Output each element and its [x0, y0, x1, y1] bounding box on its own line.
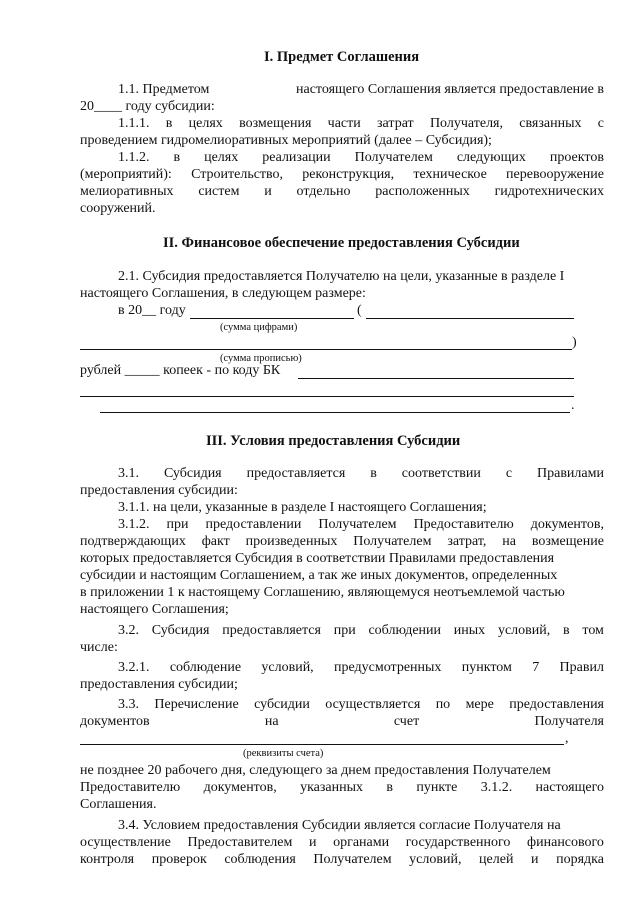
caption-sum-digits: (сумма цифрами): [220, 322, 298, 333]
word: соблюдении: [368, 623, 442, 638]
word: пунктом: [461, 660, 512, 675]
word: соблюдения: [224, 852, 296, 867]
word: Предоставителю: [413, 517, 514, 532]
word: 1.1.1.: [118, 116, 150, 131]
word: реализации: [262, 150, 331, 165]
word: затрат: [377, 116, 414, 131]
word: соблюдение: [169, 660, 242, 675]
word: Предоставителем: [187, 835, 293, 850]
paragraph-3-1-1: 3.1.1. на цели, указанные в разделе I настоящего Соглашения;: [118, 500, 487, 515]
word: предоставляется: [222, 623, 321, 638]
word: с: [597, 116, 604, 131]
paragraph-3-2-1-line: [118, 660, 604, 676]
paragraph-3-1-2-line: которых предоставляется Субсидия в соответствии Правилами предоставления: [80, 551, 555, 566]
word: порядка: [556, 852, 604, 867]
word: пункте: [416, 780, 458, 795]
word: Предоставителю: [80, 780, 181, 795]
word: при: [333, 623, 356, 638]
word: 3.3.: [118, 697, 139, 712]
word: по: [435, 697, 451, 712]
bk-code-line-2: [80, 396, 574, 397]
paragraph-3-3-line: [80, 714, 604, 730]
paragraph-3-1-line: [118, 466, 604, 482]
word: осуществляется: [325, 697, 421, 712]
word: финансового: [527, 835, 604, 850]
word: органами: [333, 835, 390, 850]
word: и: [308, 835, 317, 850]
word: условий,: [261, 660, 314, 675]
open-paren: (: [357, 303, 362, 318]
rubles-label: рублей _____ копеек - по коду БК: [80, 363, 281, 378]
paragraph-1-1-2-line: сооружений.: [80, 201, 156, 216]
word: следующих: [456, 150, 526, 165]
end-dot: .: [571, 398, 575, 413]
paragraph-3-3-line: [80, 780, 604, 796]
paragraph-1-1-line: [118, 82, 604, 98]
word: связанных: [519, 116, 582, 131]
word: целей: [479, 852, 514, 867]
word: мелиоративных: [80, 184, 174, 199]
word: том: [582, 623, 604, 638]
word: документов,: [203, 780, 277, 795]
paragraph-3-1-2-line: настоящего Соглашения;: [80, 602, 229, 617]
word: части: [327, 116, 361, 131]
word: предоставляется: [246, 466, 346, 481]
paragraph-3-3-line: не позднее 20 рабочего дня, следующего за днем предоставления Получателем: [80, 763, 551, 778]
word: условий,: [497, 623, 551, 638]
word: иных: [453, 623, 486, 638]
word: 3.1.: [118, 466, 139, 481]
paragraph-3-4-line: [80, 835, 604, 851]
word: государственного: [405, 835, 511, 850]
word: 1.1. Предметом: [118, 82, 210, 97]
word: Правил: [559, 660, 604, 675]
word: реконструкция,: [302, 167, 395, 182]
word: возмещения: [239, 116, 312, 131]
word: в: [370, 466, 377, 481]
word: настоящего: [535, 780, 604, 795]
caption-sum-words: (сумма прописью): [220, 353, 302, 364]
word: перевооружение: [506, 167, 604, 182]
word: документов: [80, 714, 150, 729]
paragraph-3-4-line: [80, 852, 604, 868]
word: мере: [465, 697, 494, 712]
word: Получателем: [353, 534, 432, 549]
word: 3.2.1.: [118, 660, 150, 675]
sum-digits-line: [190, 318, 354, 319]
word: условий,: [409, 852, 462, 867]
paragraph-3-1-line: предоставления субсидии:: [80, 483, 238, 498]
word: Субсидия: [151, 623, 210, 638]
word: систем: [198, 184, 240, 199]
paragraph-1-1-line: 20____ году субсидии:: [80, 99, 215, 114]
word: подтверждающих: [80, 534, 186, 549]
caption-account-details: (реквизиты счета): [243, 748, 324, 759]
paragraph-3-1-2-line: [118, 517, 604, 533]
word: затрат,: [447, 534, 487, 549]
word: на: [264, 714, 279, 729]
word: предоставлении: [205, 517, 302, 532]
word: в: [563, 623, 570, 638]
paragraph-2-1-line: настоящего Соглашения, в следующем размере:: [80, 286, 366, 301]
word: предусмотренных: [334, 660, 442, 675]
sum-words-line: [80, 349, 572, 350]
paragraph-3-2-1-line: предоставления субсидии;: [80, 677, 238, 692]
word: субсидии: [254, 697, 310, 712]
paragraph-1-1-2-line: [118, 150, 604, 166]
paragraph-3-2-line: числе:: [80, 640, 118, 655]
word: Получателем: [313, 852, 392, 867]
word: Получателя,: [429, 116, 503, 131]
bk-code-line-3: [100, 412, 570, 413]
paragraph-3-3-line: [118, 697, 604, 713]
paragraph-1-1-1-line: [118, 116, 604, 132]
year-label: в 20__ году: [118, 303, 186, 318]
word: при: [166, 517, 189, 532]
word: Перечисление: [154, 697, 239, 712]
word: гидротехнических: [494, 184, 604, 199]
word: Получателем: [354, 150, 433, 165]
paragraph-1-1-1-line: проведением гидромелиоративных мероприятий (далее – Субсидия);: [80, 133, 492, 148]
word: 7: [532, 660, 540, 675]
word: (мероприятий):: [80, 167, 172, 182]
word: техническое: [413, 167, 487, 182]
word: на: [502, 534, 516, 549]
paragraph-2-1-line: 2.1. Субсидия предоставляется Получателю на цели, указанные в разделе I: [118, 269, 565, 284]
word: Получателя: [534, 714, 604, 729]
comma: ,: [565, 731, 569, 746]
word: 1.1.2.: [118, 150, 150, 165]
word: отдельно: [296, 184, 351, 199]
word: Получателем: [318, 517, 397, 532]
word: и: [531, 852, 539, 867]
word: предоставления: [509, 697, 604, 712]
word: произведенных: [245, 534, 338, 549]
word: счет: [393, 714, 420, 729]
word: целях: [188, 116, 223, 131]
word: с: [505, 466, 513, 481]
word: контроля: [80, 852, 135, 867]
word: в: [165, 116, 173, 131]
word: осуществление: [80, 835, 171, 850]
word: Субсидия: [163, 466, 222, 481]
word: в: [173, 150, 181, 165]
word: факт: [201, 534, 230, 549]
word: в: [386, 780, 394, 795]
word: 3.1.2.: [480, 780, 513, 795]
word: возмещение: [531, 534, 604, 549]
word: настоящего Соглашения является предоставление в: [296, 82, 604, 97]
word: проектов: [549, 150, 604, 165]
bk-code-line: [298, 378, 574, 379]
word: соответствии: [401, 466, 481, 481]
account-details-line: [80, 744, 564, 745]
paragraph-3-1-2-line: в приложении 1 к настоящему Соглашению, являющемуся неотъемлемой частью: [80, 585, 565, 600]
section-1-heading: I. Предмет Соглашения: [264, 49, 420, 65]
word: документов,: [530, 517, 604, 532]
word: расположенных: [375, 184, 470, 199]
section-2-heading: II. Финансовое обеспечение предоставления Субсидии: [163, 235, 520, 251]
word: 3.2.: [118, 623, 139, 638]
close-paren: ): [572, 335, 577, 350]
paragraph-3-1-2-line: субсидии и настоящим Соглашением, а так же иных документов, определенных: [80, 568, 558, 583]
word: проверок: [151, 852, 207, 867]
word: Правилами: [537, 466, 604, 481]
sum-digits-line-2: [366, 318, 574, 319]
paragraph-3-3-line: Соглашения.: [80, 797, 157, 812]
word: целях: [204, 150, 239, 165]
section-3-heading: III. Условия предоставления Субсидии: [206, 433, 461, 449]
word: 3.1.2.: [118, 517, 150, 532]
word: указанных: [300, 780, 364, 795]
paragraph-1-1-2-line: [80, 167, 604, 183]
paragraph-3-4-line: 3.4. Условием предоставления Субсидии является согласие Получателя на: [118, 818, 561, 833]
word: Строительство,: [191, 167, 284, 182]
paragraph-3-1-2-line: [80, 534, 604, 550]
word: и: [264, 184, 272, 199]
paragraph-3-2-line: [118, 623, 604, 639]
paragraph-1-1-2-line: [80, 184, 604, 200]
